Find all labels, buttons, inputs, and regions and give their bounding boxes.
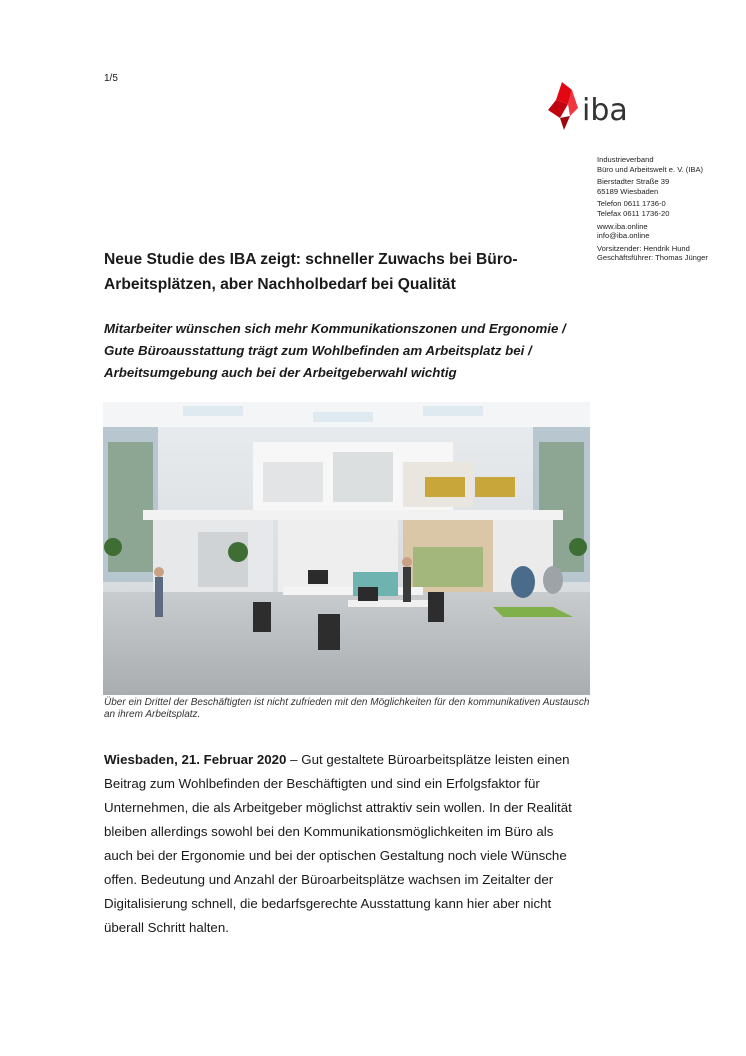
body-paragraph <box>104 748 582 940</box>
email: info@iba.online <box>597 231 650 241</box>
managing-director: Geschäftsführer: Thomas Jünger <box>597 253 708 263</box>
org-line2: Büro und Arbeitswelt e. V. (IBA) <box>597 164 704 174</box>
address-block <box>597 155 737 266</box>
page-number: 1/5 <box>104 73 118 84</box>
subheadline: Mitarbeiter wünschen sich mehr Kommunikationszonen und Ergonomie / Gute Büroausstattung trägt zum Wohlbefinden am Arbeitsplatz bei / Arbeitsumgebung auch bei der Arbeitgeberwahl wichtig <box>104 321 566 380</box>
phone: Telefon 0611 1736-0 <box>597 199 666 209</box>
body-text: – Gut gestaltete Büroarbeitsplätze leisten einen Beitrag zum Wohlbefinden der Beschäftigten und sind ein Erfolgsfaktor für Unternehmen, die als Arbeitgeber möglichst attraktiv sein wollen. In der Realität bleiben allerdings sowohl bei den Kommunikationsmöglichkeiten im Büro als auch bei der Ergonomie und bei der optischen Gestaltung noch viele Wünsche offen. Bedeutung und Anzahl der Büroarbeitsplätze wachsen im Zeitalter der Digitalisierung schnell, die bedarfsgerechte Ausstattung kann hier aber nicht überall Schritt halten. <box>104 752 572 935</box>
iba-logo <box>548 80 648 132</box>
photo-caption: Über ein Drittel der Beschäftigten ist nicht zufrieden mit den Möglichkeiten für den kommunikativen Austausch an ihrem Arbeitsplatz. <box>104 697 590 720</box>
street: Bierstadter Straße 39 <box>597 177 670 187</box>
headline: Neue Studie des IBA zeigt: schneller Zuwachs bei Büro-Arbeitsplätzen, aber Nachholbedarf bei Qualität <box>104 251 518 293</box>
dateline: Wiesbaden, 21. Februar 2020 <box>104 752 287 767</box>
office-photo <box>103 402 590 695</box>
org-line1: Industrieverband <box>597 155 654 164</box>
chairman: Vorsitzender: Hendrik Hund <box>597 243 690 253</box>
logo-wordmark: iba <box>582 93 628 128</box>
website: www.iba.online <box>597 221 648 231</box>
fax: Telefax 0611 1736-20 <box>597 208 670 218</box>
city: 65189 Wiesbaden <box>597 186 659 196</box>
